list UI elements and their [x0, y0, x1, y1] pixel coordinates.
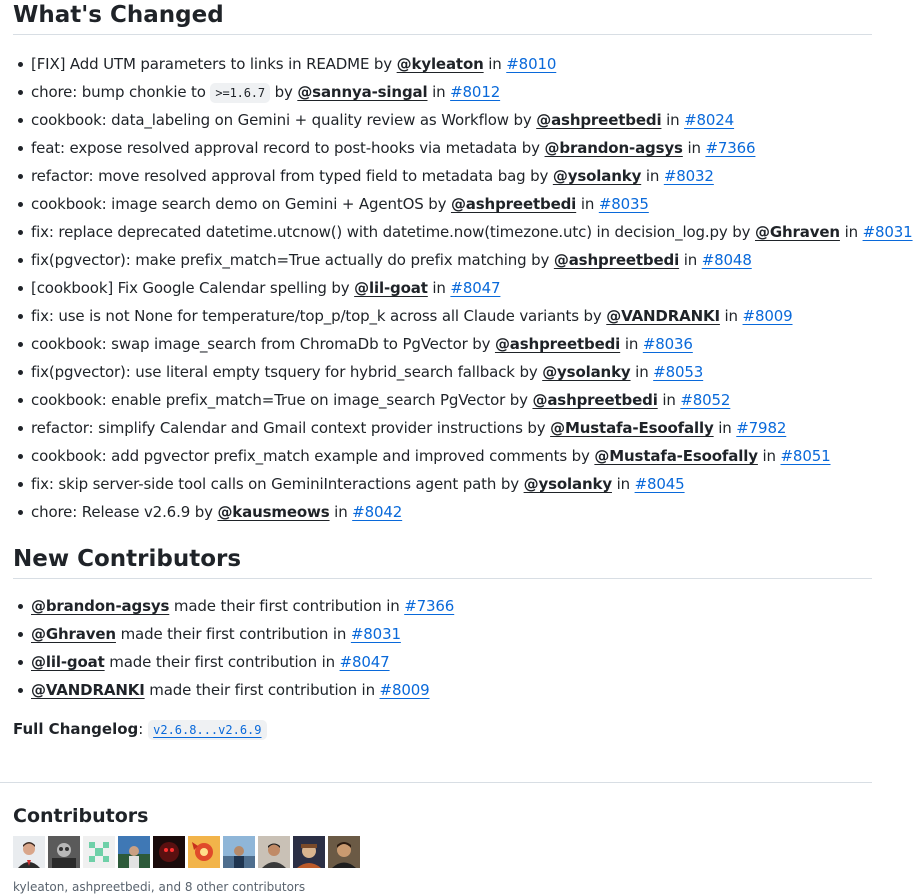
- in-text: in: [580, 195, 595, 213]
- avatar[interactable]: [188, 836, 220, 868]
- change-item: [31, 50, 872, 78]
- pr-link[interactable]: #8024: [684, 111, 735, 129]
- pr-link[interactable]: #8009: [379, 681, 430, 699]
- pr-link[interactable]: #8053: [653, 363, 704, 381]
- change-text: [FIX] Add UTM parameters to links in README by: [31, 55, 393, 73]
- change-text: feat: expose resolved approval record to post-hooks via metadata by: [31, 139, 540, 157]
- change-text: fix: skip server-side tool calls on GeminiInteractions agent path by: [31, 475, 519, 493]
- user-link[interactable]: @brandon-agsys: [31, 597, 170, 615]
- full-changelog-colon: :: [138, 720, 144, 738]
- change-item: [31, 190, 872, 218]
- change-item: [31, 302, 872, 330]
- in-text: in: [718, 419, 732, 437]
- in-text: in: [687, 139, 701, 157]
- user-link[interactable]: @ashpreetbedi: [532, 391, 658, 409]
- change-item: [31, 498, 872, 526]
- new-contributor-item: [31, 648, 872, 676]
- avatar[interactable]: [118, 836, 150, 868]
- version-code: >=1.6.7: [210, 83, 270, 103]
- avatar[interactable]: [48, 836, 80, 868]
- in-text: in: [488, 55, 502, 73]
- pr-link[interactable]: #7366: [705, 139, 756, 157]
- user-link[interactable]: @kyleaton: [396, 55, 484, 73]
- change-text: chore: bump chonkie to: [31, 83, 206, 101]
- section-divider: [0, 782, 872, 783]
- change-text: fix: replace deprecated datetime.utcnow() with datetime.now(timezone.utc) in decision_log.py by: [31, 223, 751, 241]
- in-text: in: [624, 335, 639, 353]
- change-text: cookbook: enable prefix_match=True on image_search PgVector by: [31, 391, 528, 409]
- pr-link[interactable]: #8047: [450, 279, 501, 297]
- new-contributors-heading: New Contributors: [13, 544, 872, 579]
- change-item: [31, 246, 872, 274]
- change-item: [31, 470, 872, 498]
- user-link[interactable]: @Mustafa-Esoofally: [594, 447, 758, 465]
- in-text: in: [616, 475, 630, 493]
- change-item: [31, 442, 872, 470]
- in-text: in: [662, 391, 676, 409]
- in-text: in: [645, 167, 660, 185]
- in-text: in: [432, 279, 446, 297]
- change-text: cookbook: swap image_search from ChromaDb to PgVector by: [31, 335, 491, 353]
- user-link[interactable]: @VANDRANKI: [606, 307, 720, 325]
- new-contributor-item: [31, 620, 872, 648]
- change-text: by: [274, 83, 293, 101]
- user-link[interactable]: @ysolanky: [542, 363, 631, 381]
- in-text: in: [762, 447, 776, 465]
- pr-link[interactable]: #8031: [862, 223, 913, 241]
- pr-link[interactable]: #8012: [450, 83, 501, 101]
- user-link[interactable]: @kausmeows: [217, 503, 330, 521]
- new-contributor-item: [31, 676, 872, 704]
- contribution-text: made their first contribution in: [149, 681, 375, 699]
- change-text: fix(pgvector): use literal empty tsquery for hybrid_search fallback by: [31, 363, 538, 381]
- change-text: [cookbook] Fix Google Calendar spelling by: [31, 279, 350, 297]
- changes-list: [13, 50, 913, 526]
- avatar[interactable]: [223, 836, 255, 868]
- change-text: cookbook: data_labeling on Gemini + quality review as Workflow by: [31, 111, 532, 129]
- in-text: in: [844, 223, 858, 241]
- in-text: in: [635, 363, 649, 381]
- user-link[interactable]: @sannya-singal: [297, 83, 428, 101]
- pr-link[interactable]: #8047: [339, 653, 390, 671]
- change-item: [31, 162, 872, 190]
- new-contributors-list: [13, 592, 872, 704]
- contributors-summary: kyleaton, ashpreetbedi, and 8 other contributors: [13, 880, 306, 894]
- in-text: in: [666, 111, 680, 129]
- release-notes: [13, 0, 913, 742]
- pr-link[interactable]: #8042: [352, 503, 403, 521]
- avatar[interactable]: [293, 836, 325, 868]
- compare-link[interactable]: v2.6.8...v2.6.9: [148, 720, 266, 740]
- pr-link[interactable]: #8036: [642, 335, 693, 353]
- pr-link[interactable]: #8051: [780, 447, 831, 465]
- avatar[interactable]: [13, 836, 45, 868]
- change-item: [31, 386, 872, 414]
- user-link[interactable]: @ashpreetbedi: [450, 195, 577, 213]
- contributor-avatars: [13, 836, 360, 868]
- full-changelog: [13, 716, 872, 742]
- change-item: [31, 274, 872, 302]
- user-link[interactable]: @ashpreetbedi: [536, 111, 662, 129]
- change-text: refactor: simplify Calendar and Gmail context provider instructions by: [31, 419, 546, 437]
- user-link[interactable]: @VANDRANKI: [31, 681, 145, 699]
- change-text: cookbook: image search demo on Gemini + AgentOS by: [31, 195, 447, 213]
- pr-link[interactable]: #8052: [680, 391, 731, 409]
- in-text: in: [432, 83, 446, 101]
- user-link[interactable]: @Mustafa-Esoofally: [550, 419, 714, 437]
- full-changelog-label: Full Changelog: [13, 720, 139, 738]
- whats-changed-heading: What's Changed: [13, 0, 872, 35]
- change-item: [31, 330, 872, 358]
- contribution-text: made their first contribution in: [109, 653, 335, 671]
- change-item: [31, 78, 872, 106]
- user-link[interactable]: @lil-goat: [31, 653, 105, 671]
- user-link[interactable]: @brandon-agsys: [544, 139, 683, 157]
- user-link[interactable]: @ashpreetbedi: [553, 251, 680, 269]
- in-text: in: [724, 307, 738, 325]
- pr-link[interactable]: #8035: [598, 195, 649, 213]
- user-link[interactable]: @Ghraven: [754, 223, 840, 241]
- change-text: refactor: move resolved approval from typed field to metadata bag by: [31, 167, 549, 185]
- change-text: chore: Release v2.6.9 by: [31, 503, 213, 521]
- contribution-text: made their first contribution in: [120, 625, 347, 643]
- user-link[interactable]: @ashpreetbedi: [494, 335, 621, 353]
- pr-link[interactable]: #8031: [350, 625, 401, 643]
- pr-link[interactable]: #8010: [506, 55, 557, 73]
- avatar[interactable]: [258, 836, 290, 868]
- contribution-text: made their first contribution in: [173, 597, 400, 615]
- avatar[interactable]: [328, 836, 360, 868]
- change-item: [31, 358, 872, 386]
- pr-link[interactable]: #7366: [404, 597, 455, 615]
- new-contributor-item: [31, 592, 872, 620]
- change-item: [31, 414, 872, 442]
- pr-link[interactable]: #8045: [634, 475, 685, 493]
- pr-link[interactable]: #7982: [736, 419, 787, 437]
- change-text: fix(pgvector): make prefix_match=True actually do prefix matching by: [31, 251, 550, 269]
- change-item: [31, 218, 913, 246]
- pr-link[interactable]: #8009: [742, 307, 793, 325]
- avatar[interactable]: [83, 836, 115, 868]
- in-text: in: [683, 251, 698, 269]
- avatar[interactable]: [153, 836, 185, 868]
- pr-link[interactable]: #8048: [701, 251, 752, 269]
- user-link[interactable]: @Ghraven: [31, 625, 116, 643]
- change-item: [31, 134, 872, 162]
- change-item: [31, 106, 872, 134]
- user-link[interactable]: @ysolanky: [523, 475, 612, 493]
- contributors-title: Contributors: [13, 805, 149, 827]
- user-link[interactable]: @lil-goat: [354, 279, 428, 297]
- in-text: in: [334, 503, 348, 521]
- user-link[interactable]: @ysolanky: [552, 167, 642, 185]
- pr-link[interactable]: #8032: [663, 167, 714, 185]
- change-text: cookbook: add pgvector prefix_match example and improved comments by: [31, 447, 590, 465]
- change-text: fix: use is not None for temperature/top_p/top_k across all Claude variants by: [31, 307, 602, 325]
